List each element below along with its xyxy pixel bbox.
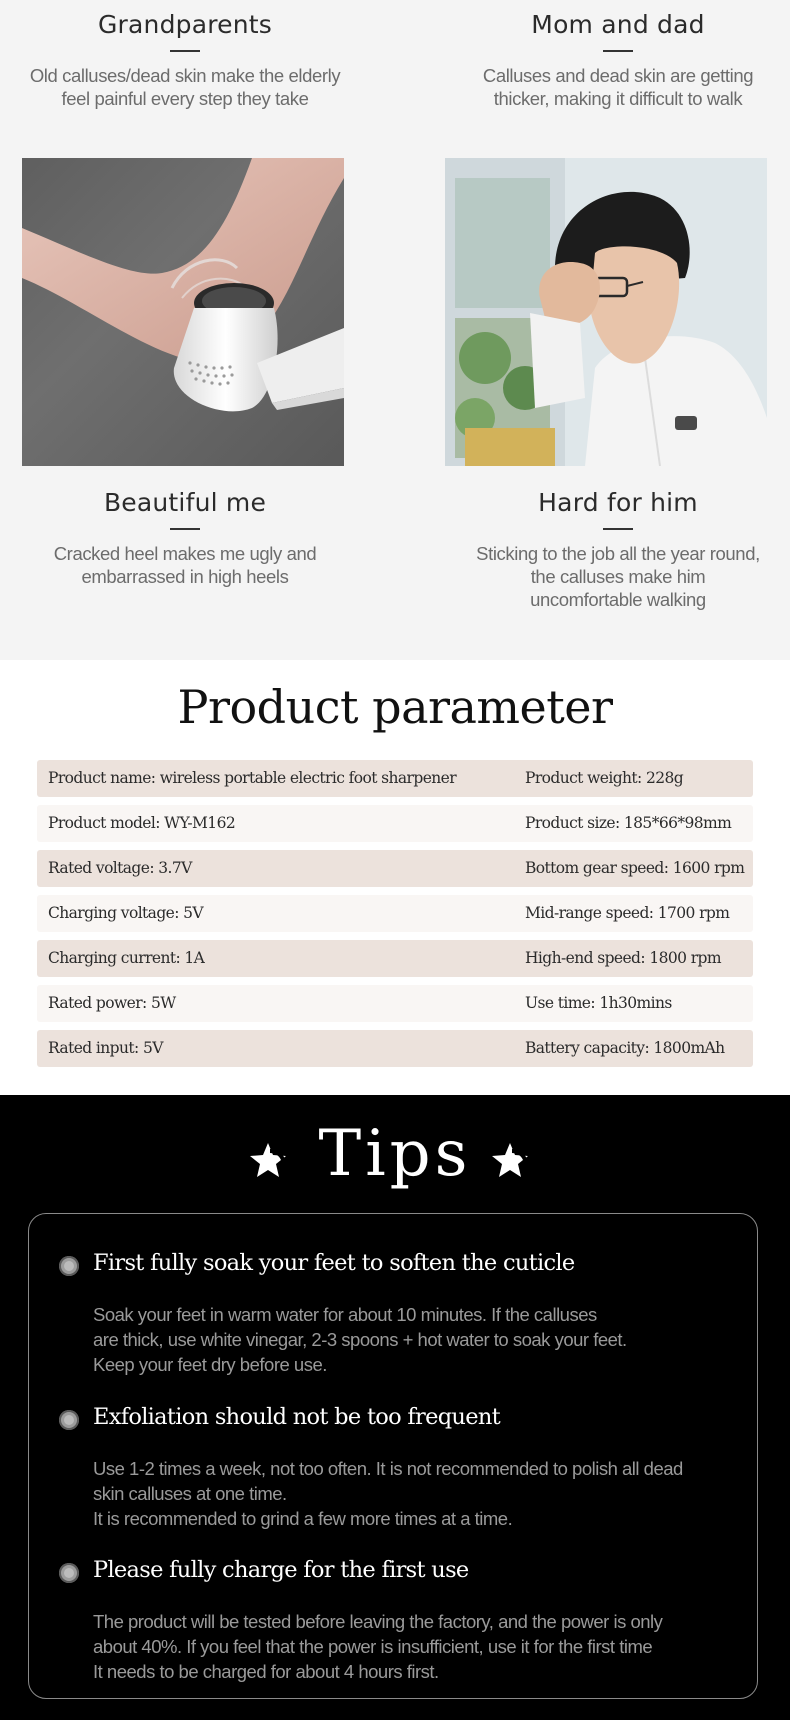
tip-heading: First fully soak your feet to soften the cuticle bbox=[93, 1250, 575, 1276]
param-label: Product model: WY-M162 bbox=[48, 814, 236, 832]
product-parameter-section bbox=[0, 660, 790, 1095]
tip-heading: Exfoliation should not be too frequent bbox=[93, 1404, 500, 1430]
title-underline bbox=[603, 50, 633, 52]
tired-man-photo bbox=[445, 158, 767, 466]
desc-line: embarrassed in high heels bbox=[81, 566, 289, 587]
param-label: Mid-range speed: 1700 rpm bbox=[525, 904, 730, 922]
tips-panel bbox=[28, 1213, 758, 1699]
desc-line: uncomfortable walking bbox=[530, 589, 706, 610]
tip-heading: Please fully charge for the first use bbox=[93, 1557, 469, 1583]
man-illustration bbox=[445, 158, 767, 466]
tip-line: It needs to be charged for about 4 hours first. bbox=[93, 1661, 439, 1682]
param-label: Product size: 185*66*98mm bbox=[525, 814, 732, 832]
persona-mom-and-dad bbox=[433, 10, 790, 110]
param-label: Battery capacity: 1800mAh bbox=[525, 1039, 725, 1057]
desc-line: feel painful every step they take bbox=[61, 88, 309, 109]
persona-title: Mom and dad bbox=[531, 10, 705, 39]
tip-line: skin calluses at one time. bbox=[93, 1483, 287, 1504]
tip-body bbox=[93, 1456, 713, 1531]
desc-line: the calluses make him bbox=[530, 566, 706, 587]
tip-line: about 40%. If you feel that the power is insufficient, use it for the first time bbox=[93, 1636, 653, 1657]
param-row bbox=[37, 760, 753, 797]
param-label: Rated input: 5V bbox=[48, 1039, 163, 1057]
param-row bbox=[37, 985, 753, 1022]
param-row bbox=[37, 1030, 753, 1067]
desc-line: Calluses and dead skin are getting bbox=[482, 65, 754, 86]
title-underline bbox=[170, 528, 200, 530]
param-row bbox=[37, 850, 753, 887]
param-row bbox=[37, 805, 753, 842]
tip-line: The product will be tested before leaving the factory, and the power is only bbox=[93, 1611, 663, 1632]
persona-beautiful-me bbox=[0, 488, 370, 588]
desc-line: Old calluses/dead skin make the elderly bbox=[29, 65, 341, 86]
persona-title: Beautiful me bbox=[103, 488, 267, 517]
personas-section bbox=[0, 0, 790, 660]
persona-hard-for-him bbox=[433, 488, 790, 611]
bullet-icon bbox=[59, 1410, 79, 1430]
foot-device-illustration bbox=[22, 158, 344, 466]
section-title: Tips bbox=[318, 1117, 472, 1191]
tip-line: Use 1-2 times a week, not too often. It is not recommended to polish all dead bbox=[93, 1458, 683, 1479]
desc-line: thicker, making it difficult to walk bbox=[493, 88, 743, 109]
param-label: Bottom gear speed: 1600 rpm bbox=[525, 859, 745, 877]
desc-line: Cracked heel makes me ugly and bbox=[53, 543, 317, 564]
tip-body bbox=[93, 1302, 713, 1377]
param-row bbox=[37, 895, 753, 932]
param-label: Charging current: 1A bbox=[48, 949, 205, 967]
tip-line: Keep your feet dry before use. bbox=[93, 1354, 327, 1375]
persona-description bbox=[453, 542, 783, 611]
persona-title: Grandparents bbox=[97, 10, 273, 39]
bullet-icon bbox=[59, 1256, 79, 1276]
persona-title: Hard for him bbox=[538, 488, 698, 517]
persona-description bbox=[20, 542, 350, 588]
foot-device-photo bbox=[22, 158, 344, 466]
param-label: High-end speed: 1800 rpm bbox=[525, 949, 721, 967]
param-label: Charging voltage: 5V bbox=[48, 904, 204, 922]
tips-section bbox=[0, 1095, 790, 1720]
tip-line: It is recommended to grind a few more times at a time. bbox=[93, 1508, 513, 1529]
persona-description bbox=[453, 64, 783, 110]
param-label: Rated voltage: 3.7V bbox=[48, 859, 192, 877]
tip-line: are thick, use white vinegar, 2-3 spoons + hot water to soak your feet. bbox=[93, 1329, 627, 1350]
star-icon bbox=[490, 1141, 532, 1181]
section-title: Product parameter bbox=[177, 680, 613, 734]
title-underline bbox=[603, 528, 633, 530]
desc-line: Sticking to the job all the year round, bbox=[476, 543, 760, 564]
param-label: Use time: 1h30mins bbox=[525, 994, 672, 1012]
param-label: Product weight: 228g bbox=[525, 769, 684, 787]
tip-line: Soak your feet in warm water for about 10 minutes. If the calluses bbox=[93, 1304, 597, 1325]
persona-grandparents bbox=[0, 10, 370, 110]
bullet-icon bbox=[59, 1563, 79, 1583]
title-underline bbox=[170, 50, 200, 52]
param-label: Product name: wireless portable electric foot sharpener bbox=[48, 769, 457, 787]
persona-description bbox=[20, 64, 350, 110]
tip-body bbox=[93, 1609, 713, 1684]
param-row bbox=[37, 940, 753, 977]
param-label: Rated power: 5W bbox=[48, 994, 176, 1012]
